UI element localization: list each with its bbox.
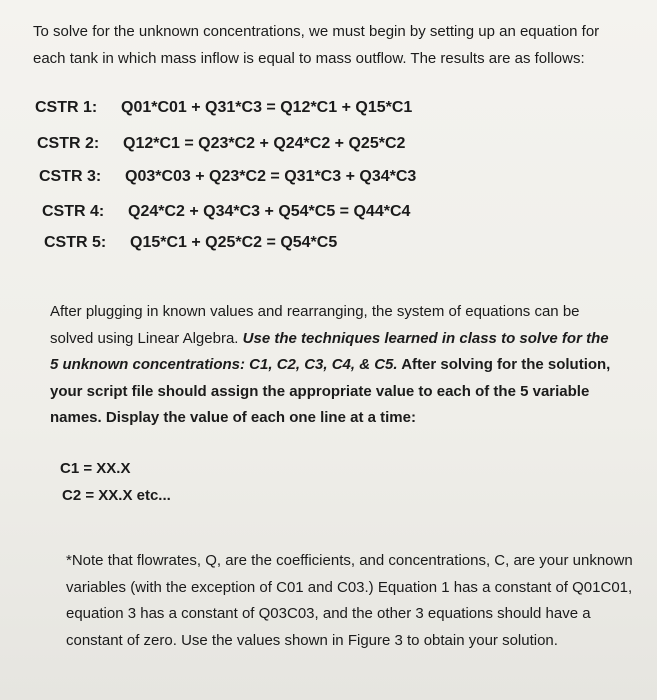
equation-text: Q03*C03 + Q23*C2 = Q31*C3 + Q34*C3	[125, 168, 417, 185]
instructions-paragraph	[50, 299, 620, 432]
equation-text: Q24*C2 + Q34*C3 + Q54*C5 = Q44*C4	[128, 203, 411, 220]
equation-label: CSTR 1:	[35, 99, 98, 116]
equation-row-1	[35, 99, 412, 117]
equation-row-2	[37, 135, 405, 153]
example-line-2: C2 = XX.X etc...	[62, 487, 171, 504]
equation-row-5	[44, 234, 337, 252]
instructions-bold-text: After solving for the solution, your script file should assign the appropriate value to each of the 5 variable names. Display the value of each one line at a time:	[50, 356, 611, 426]
equation-row-4	[42, 203, 410, 221]
equation-label: CSTR 3:	[39, 168, 102, 185]
equation-label: CSTR 4:	[42, 203, 105, 220]
example-line-1: C1 = XX.X	[60, 460, 131, 477]
equation-text: Q15*C1 + Q25*C2 = Q54*C5	[130, 234, 338, 251]
note-paragraph: *Note that flowrates, Q, are the coefficients, and concentrations, C, are your unknown variables (with the exception of C01 and C03.) Equation 1 has a constant of Q01C01, equation 3 has a constant of Q03C03, and the other 3 equations should have a constant of zero. Use the values shown in Figure 3 to obtain your solution.	[66, 552, 633, 649]
equation-label: CSTR 5:	[44, 234, 107, 251]
equation-label: CSTR 2:	[37, 135, 100, 152]
equation-row-3	[39, 168, 416, 186]
instructions-emphasis: Use the techniques learned in class to solve for the 5 unknown concentrations: C1, C2, C3, C4, & C5.	[50, 329, 609, 373]
instructions-text: After plugging in known values and rearranging, the system of equations can be solved using Linear Algebra.	[50, 303, 580, 347]
intro-paragraph: To solve for the unknown concentrations, we must begin by setting up an equation for each tank in which mass inflow is equal to mass outflow. The results are as follows:	[33, 23, 600, 67]
equation-text: Q12*C1 = Q23*C2 + Q24*C2 + Q25*C2	[123, 135, 406, 152]
equation-text: Q01*C01 + Q31*C3 = Q12*C1 + Q15*C1	[121, 99, 413, 116]
